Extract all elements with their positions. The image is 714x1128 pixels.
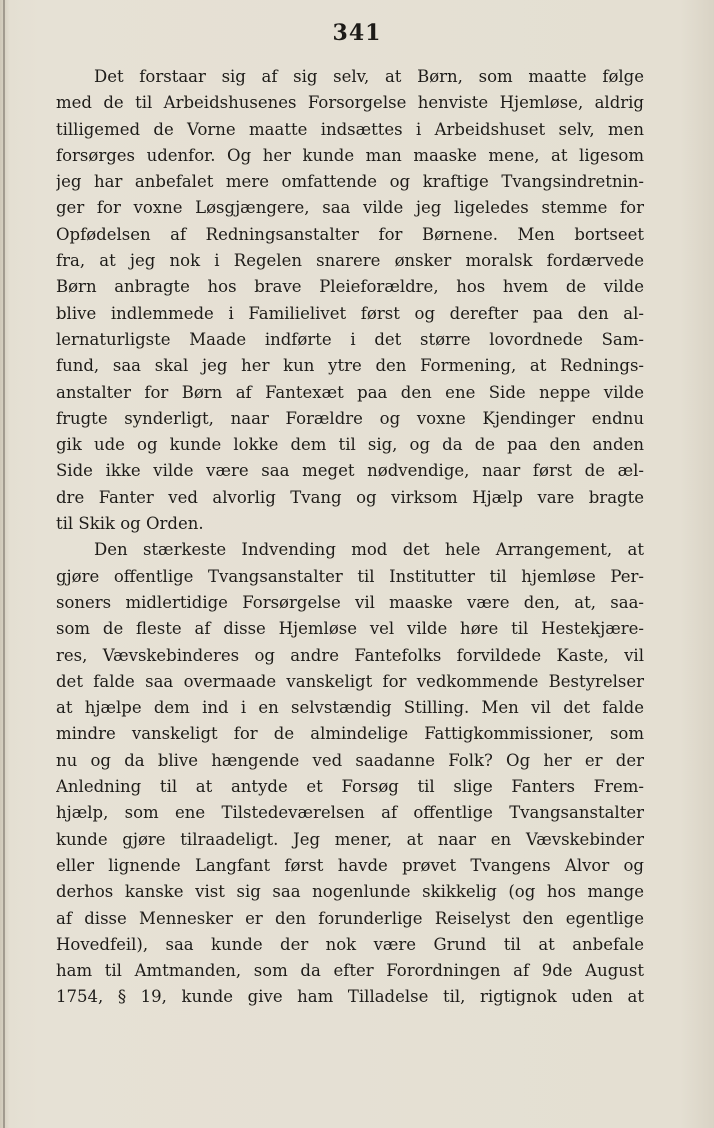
text-line: forsørges udenfor. Og her kunde man maaske mene, at ligesom [56, 145, 644, 165]
text-line: af disse Mennesker er den forunderlige Reiselyst den egentlige [56, 908, 644, 928]
text-line: fra, at jeg nok i Regelen snarere ønsker moralsk fordærvede [56, 251, 644, 271]
text-line: Opfødelsen af Redningsanstalter for Børnene. Men bortseet [56, 224, 644, 244]
text-line: at hjælpe dem ind i en selvstændig Stilling. Men vil det falde [56, 698, 644, 718]
text-line: tilligemed de Vorne maatte indsættes i Arbeidshuset selv, men [56, 119, 644, 139]
text-line: til Skik og Orden. [56, 514, 204, 534]
body-text [56, 64, 644, 1011]
text-line: frugte synderligt, naar Forældre og voxne Kjendinger endnu [56, 408, 644, 428]
page-number: 341 [332, 20, 382, 46]
text-line: Anledning til at antyde et Forsøg til slige Fanters Frem- [56, 777, 644, 797]
text-line: som de fleste af disse Hjemløse vel vilde høre til Hestekjære- [56, 619, 644, 639]
text-line: Hovedfeil), saa kunde der nok være Grund til at anbefale [56, 934, 644, 954]
text-line: mindre vanskeligt for de almindelige Fattigkommissioner, som [56, 724, 644, 744]
text-line: lernaturligste Maade indførte i det større lovordnede Sam- [56, 329, 644, 349]
text-line: jeg har anbefalet mere omfattende og kraftige Tvangsindretnin- [56, 172, 644, 192]
text-line: ger for voxne Løsgjængere, saa vilde jeg ligeledes stemme for [56, 198, 644, 218]
text-line: derhos kanske vist sig saa nogenlunde skikkelig (og hos mange [56, 882, 644, 902]
text-line: dre Fanter ved alvorlig Tvang og virksom Hjælp vare bragte [56, 487, 644, 507]
text-line: gik ude og kunde lokke dem til sig, og da de paa den anden [56, 435, 644, 455]
text-line: Det forstaar sig af sig selv, at Børn, som maatte følge [94, 67, 644, 86]
text-line: res, Vævskebinderes og andre Fantefolks forvildede Kaste, vil [56, 645, 644, 665]
text-line: kunde gjøre tilraadeligt. Jeg mener, at naar en Vævskebinder [56, 829, 644, 849]
text-line: Børn anbragte hos brave Pleieforældre, hos hvem de vilde [56, 277, 644, 297]
page-edge-shadow [3, 0, 5, 1128]
text-line: Den stærkeste Indvending mod det hele Arrangement, at [94, 540, 644, 560]
text-line: med de til Arbeidshusenes Forsorgelse henviste Hjemløse, aldrig [56, 93, 644, 113]
text-line: fund, saa skal jeg her kun ytre den Formening, at Rednings- [56, 356, 644, 376]
text-line: hjælp, som ene Tilstedeværelsen af offentlige Tvangsanstalter [56, 803, 644, 823]
text-line: 1754, § 19, kunde give ham Tilladelse til, rigtignok uden at [56, 987, 644, 1007]
text-line: det falde saa overmaade vanskeligt for vedkommende Bestyrelser [56, 671, 644, 691]
text-line: blive indlemmede i Familielivet først og derefter paa den al- [56, 303, 644, 323]
text-line: nu og da blive hængende ved saadanne Folk? Og her er der [56, 750, 644, 770]
text-line: anstalter for Børn af Fantexæt paa den ene Side neppe vilde [56, 382, 644, 402]
text-line: gjøre offentlige Tvangsanstalter til Institutter til hjemløse Per- [56, 566, 644, 586]
text-line: eller lignende Langfant først havde prøvet Tvangens Alvor og [56, 855, 644, 875]
text-line: Side ikke vilde være saa meget nødvendige, naar først de æl- [56, 461, 644, 481]
text-line: ham til Amtmanden, som da efter Forordningen af 9de August [56, 961, 644, 981]
text-line: soners midlertidige Forsørgelse vil maaske være den, at, saa- [56, 592, 644, 612]
